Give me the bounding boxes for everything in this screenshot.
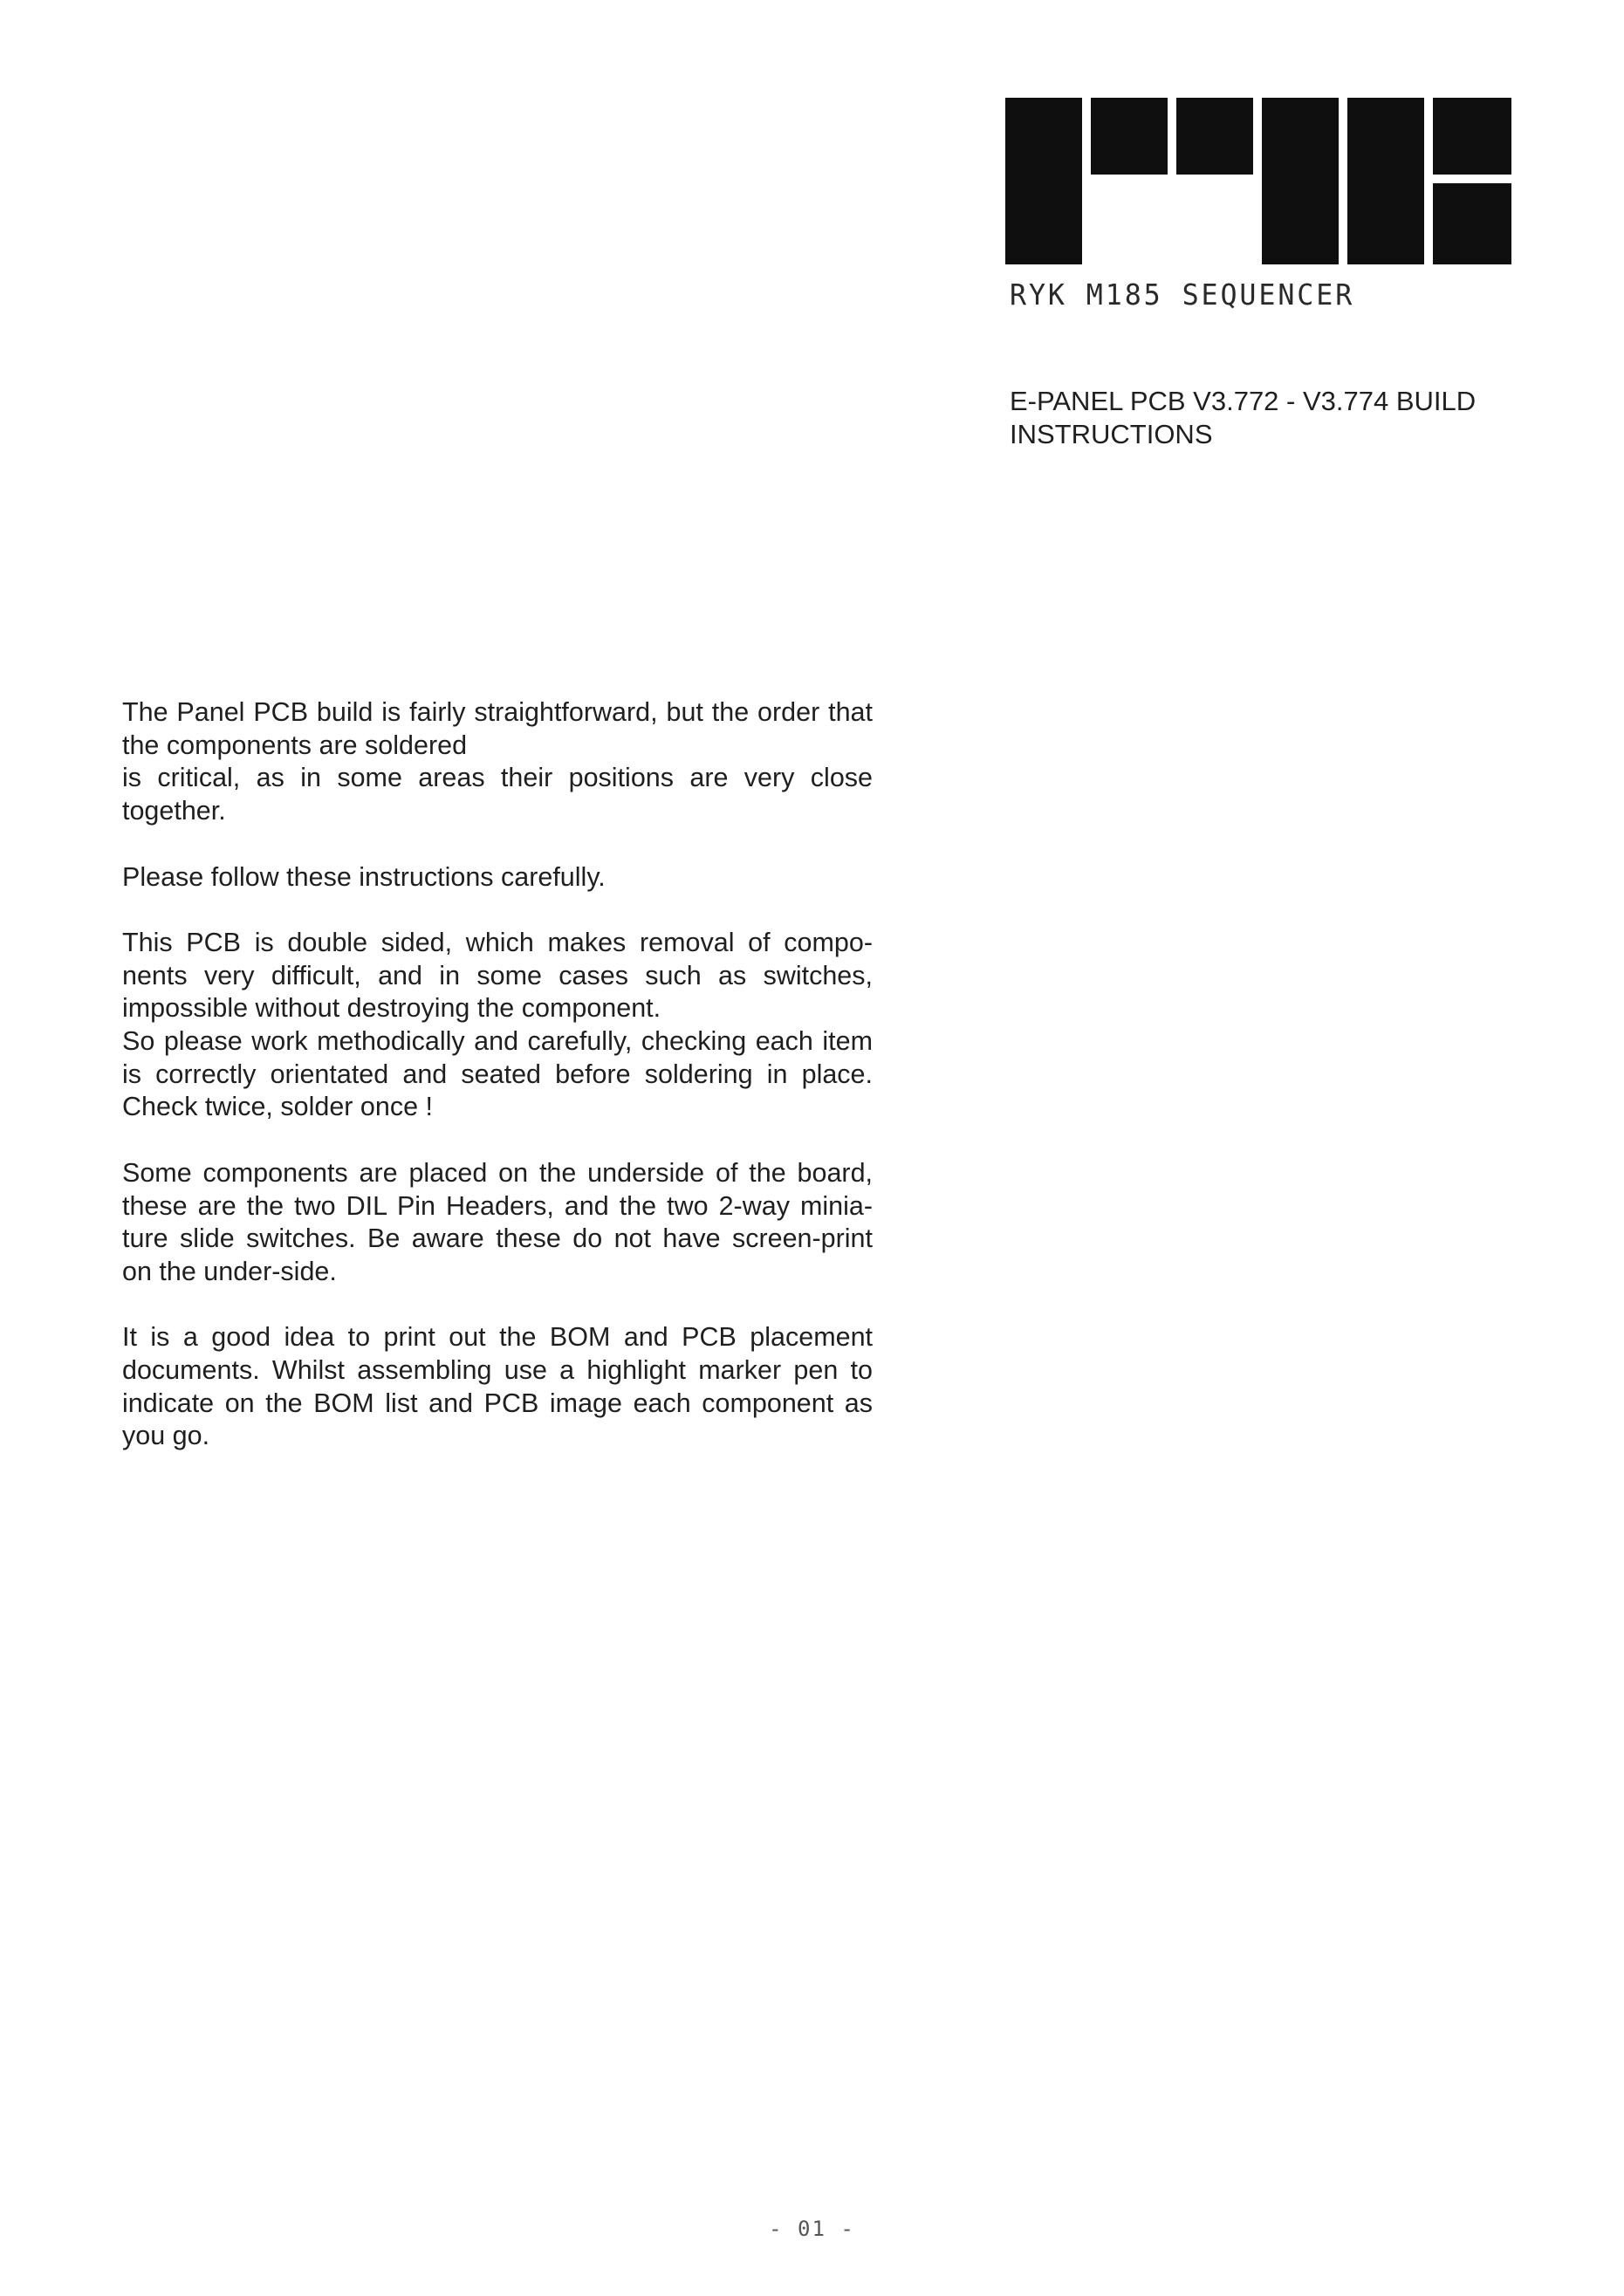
follow-instructions-paragraph	[122, 861, 873, 894]
logo-block	[1433, 183, 1511, 264]
text-line: these are the two DIL Pin Headers, and the two 2-way minia-	[122, 1190, 873, 1221]
double-sided-warning-paragraph	[122, 927, 873, 1124]
text-line: nents very difficult, and in some cases such as switches,	[122, 960, 873, 990]
text-line: ture slide switches. Be aware these do not have screen-print	[122, 1223, 873, 1254]
document-title	[1010, 385, 1551, 451]
brand-logo-graphic	[1005, 98, 1511, 264]
logo-block	[1433, 98, 1511, 175]
document-title-line: INSTRUCTIONS	[1010, 419, 1213, 449]
text-line: indicate on the BOM list and PCB image each component as	[122, 1388, 873, 1418]
text-line: on the under-side.	[122, 1256, 337, 1286]
page-number: - 01 -	[769, 2217, 855, 2241]
text-line: together.	[122, 796, 226, 826]
text-line: Some components are placed on the underside of the board,	[122, 1157, 873, 1188]
text-line: is critical, as in some areas their positions are very close	[122, 763, 873, 793]
text-line: The Panel PCB build is fairly straightforward, but the order that	[122, 697, 873, 727]
document-title-line: E-PANEL PCB V3.772 - V3.774 BUILD	[1010, 386, 1477, 416]
text-line: This PCB is double sided, which makes removal of compo-	[122, 927, 873, 957]
underside-components-paragraph	[122, 1157, 873, 1289]
logo-block	[1176, 98, 1253, 175]
text-line: you go.	[122, 1421, 210, 1451]
instructions-body	[122, 696, 873, 1486]
text-line: impossible without destroying the component.	[122, 993, 661, 1024]
text-line: Please follow these instructions carefully.	[122, 861, 606, 892]
logo-block	[1005, 98, 1082, 264]
print-bom-paragraph	[122, 1321, 873, 1453]
product-name: RYK M185 SEQUENCER	[1010, 278, 1355, 312]
brand-logo	[1005, 98, 1511, 264]
logo-block	[1262, 98, 1339, 264]
logo-block	[1091, 98, 1168, 175]
intro-paragraph	[122, 696, 873, 828]
logo-block	[1347, 98, 1424, 264]
text-line: Check twice, solder once !	[122, 1092, 433, 1122]
text-line: documents. Whilst assembling use a highlight marker pen to	[122, 1355, 873, 1385]
text-line: is correctly orientated and seated before soldering in place.	[122, 1059, 873, 1089]
text-line: the components are soldered	[122, 730, 468, 760]
text-line: So please work methodically and carefully, checking each item	[122, 1026, 873, 1056]
text-line: It is a good idea to print out the BOM and PCB placement	[122, 1322, 873, 1353]
